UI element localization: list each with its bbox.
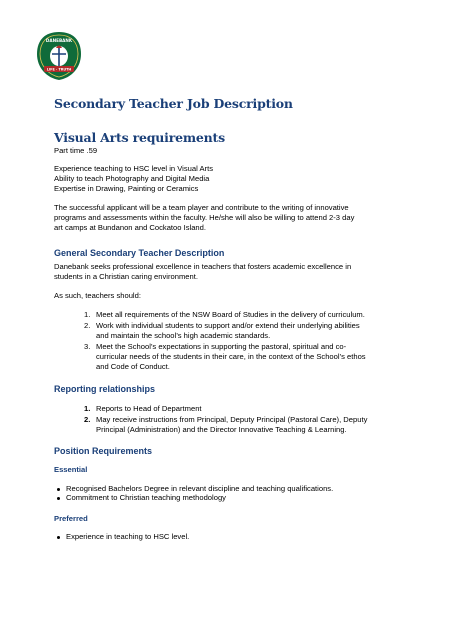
essential-label: Essential [54, 465, 88, 474]
list-item-text: May receive instructions from Principal, Deputy Principal (Pastoral Care), Deputy [96, 415, 368, 424]
logo-band-text: LIFE · TRUTH [46, 67, 72, 72]
applicant-paragraph-line: The successful applicant will be a team player and contribute to the writing of innovative [54, 203, 349, 212]
list-number: 2. [84, 321, 91, 330]
list-item-text: Reports to Head of Department [96, 404, 202, 413]
requirement-line: Ability to teach Photography and Digital Media [54, 174, 210, 183]
preferred-label: Preferred [54, 514, 88, 523]
list-number: 3. [84, 342, 91, 351]
list-item-text: curricular needs of the students in their care, in the context of the School’s ethos [96, 352, 366, 361]
list-item-text: Principal (Administration) and the Director Innovative Teaching & Learning. [96, 425, 347, 434]
list-item-text: and maintain the school’s high academic standards. [96, 331, 271, 340]
general-paragraph-line: students in a Christian caring environment. [54, 272, 198, 281]
list-item-text: Recognised Bachelors Degree in relevant discipline and teaching qualifications. [66, 484, 334, 493]
bullet-icon [57, 488, 60, 491]
part-time-text: Part time .59 [54, 146, 98, 155]
general-intro-text: As such, teachers should: [54, 291, 141, 300]
list-item-text: Meet the School’s expectations in supporting the pastoral, spiritual and co- [96, 342, 347, 351]
list-number: 1. [84, 310, 91, 319]
page-title: Secondary Teacher Job Description [54, 96, 293, 111]
list-item-text: and Code of Conduct. [96, 362, 170, 371]
list-number: 1. [84, 404, 91, 413]
applicant-paragraph-line: art camps at Bundanon and Cockatoo Island. [54, 223, 206, 232]
list-item-text: Meet all requirements of the NSW Board of Studies in the delivery of curriculum. [96, 310, 365, 319]
list-item-text: Experience in teaching to HSC level. [66, 532, 190, 541]
general-description-heading: General Secondary Teacher Description [54, 248, 225, 258]
section-title-visual-arts: Visual Arts requirements [54, 130, 225, 145]
list-item-text: Commitment to Christian teaching methodology [66, 493, 226, 502]
list-number: 2. [84, 415, 91, 424]
general-paragraph-line: Danebank seeks professional excellence in teachers that fosters academic excellence in [54, 262, 352, 271]
bullet-icon [57, 497, 60, 500]
logo-arc-text: DANEBANK [45, 38, 73, 43]
applicant-paragraph-line: programs and assessments within the faculty. He/she will also be willing to attend 2-3 day [54, 213, 355, 222]
requirement-line: Experience teaching to HSC level in Visual Arts [54, 164, 213, 173]
position-requirements-heading: Position Requirements [54, 446, 153, 456]
reporting-heading: Reporting relationships [54, 384, 156, 394]
requirement-line: Expertise in Drawing, Painting or Ceramics [54, 184, 199, 193]
bullet-icon [57, 536, 60, 539]
danebank-school-crest-icon [35, 30, 83, 82]
list-item-text: Work with individual students to support and/or extend their underlying abilities [96, 321, 360, 330]
